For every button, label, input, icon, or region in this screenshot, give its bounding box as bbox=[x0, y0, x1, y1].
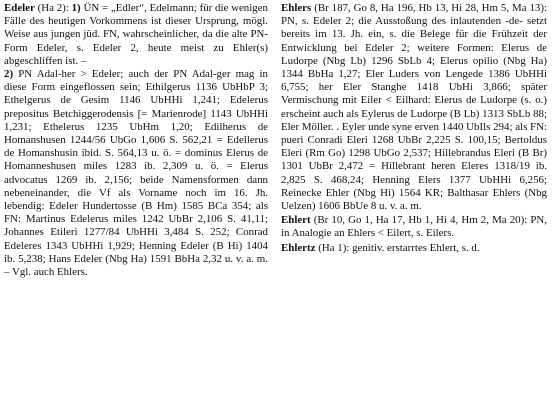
entry-ehlert bbox=[281, 214, 547, 240]
entry-edeler bbox=[4, 2, 268, 279]
entry-source-ref: (Ha 2): bbox=[34, 2, 72, 14]
entry-headword: Edeler bbox=[4, 2, 35, 14]
entry-ehlers bbox=[281, 2, 547, 213]
entry-text: (Ha 1): genitiv. erstarrtes Ehlert, s. d. bbox=[315, 241, 480, 254]
sense-number: 2) bbox=[4, 68, 14, 81]
entry-headword: Ehlert bbox=[281, 214, 311, 227]
right-column bbox=[281, 2, 547, 255]
left-column bbox=[4, 2, 268, 279]
entry-headword: Ehlers bbox=[281, 2, 312, 14]
entry-headword: Ehlertz bbox=[281, 241, 316, 254]
entry-text: (Br 10, Go 1, Ha 17, Hb 1, Hi 4, Hm 2, Ma 20): PN, in Analogie an Ehlers < Eilert, s. Eilers. bbox=[281, 214, 547, 240]
sense-text: PN Adal-her > Edeler; auch der PN Adal-ger mag in diese Form eingeflossen sein; Ethilgerus 1136 UbHbP 3; Ethelgerus de Gesim 1146 UbHHi 1,241; Edelerus prepositus Betchiggerodensis [= Marienrode] 1143 UbHHi 1,231; Ethelerus 1235 UbHm 1,20; Edilherus de Homanshusen 1244/56 UbGo 1,606 S. 562,21 = Edellerus de Homanshusin ibid. S. 564,13 u. ö. = dominus Elerus de Homanneshusen miles 1283 ib. 2,309 u. ö. = Elerus advocatus 1269 ib. 2,156; beide Namensformen dann nebeneinander, die Vf als Vorname noch im 16. Jh. lebendig: Edeler Hundertosse (B Hm) 1585 BCa 354; als FN: Martinus Edelerus miles 1242 UbBr 2,106 S. 41,11; Johannes Etileri 1277/84 UbHHi 3,484 S. 252; Conrad Edeleres 1343 UbHHi 1,929; Henning Edeler (B Hi) 1404 ib. 5,238; Hans Edeler (Nbg Ha) 1591 BbHa 2,32 u. v. a. m. – Vgl. auch Ehlers. bbox=[4, 68, 268, 279]
entry-text: (Br 187, Go 8, Ha 196, Hb 13, Hi 28, Hm 5, Ma 13): PN, s. Edeler 2; die Ausstoßung des inlautenden -de- setzt bereits im 13. Jh. ein, s. die Belege für die Frühzeit der Entwicklung bei Edeler 2; weitere Formen: Elerus de Ludorpe (Nbg Lb) 1296 SbLb 4; Elerus opilio (Nbg Ha) 1344 BbHa 1,27; Eler Luders von Lengede 1386 UbHHi 6,755; her Eler Stanghe 1418 UbHi 3,866; später Vermischung mit Eiler < Eilhard: Elerus de Ludorpe (s. o.) erscheint auch als Eylerus de Ludorpe (B Lb) 1313 SbLb 88; Eler Möller. . Eyler unde syne erven 1440 UbIls 294; als FN: pueri Conradi Eleri 1268 UbBr 2,225 S. 100,15; Bertoldus Eleri (Rm Go) 1298 UbGo 2,537; Hillebrandus Eleri (B Br) 1301 UbBr 2,472 = Hillebrant heren Eleres 1318/19 ib. 2,825 S. 468,24; Henning Elers 1377 UbHHi 6,256; Reinecke Ehler (Nbg Hi) 1564 KR; Balthasar Ehlers (Nbg Uelzen) 1606 BbUe 8 u. v. a. m. bbox=[281, 2, 547, 213]
sense-text: ÜN = „Edler“, Edelmann; für die wenigen Fälle des heutigen Vorkommens ist dieser Ursprung, mögl. Weise aus jungen jüd. FN, wahrscheinlicher, da die alte PN-Form Edeler, s. Edeler 2, heute meist zu Ehler(s) abgeschliffen ist. – bbox=[4, 2, 269, 67]
sense-number: 1) bbox=[71, 2, 81, 14]
entry-ehlertz bbox=[281, 242, 547, 255]
